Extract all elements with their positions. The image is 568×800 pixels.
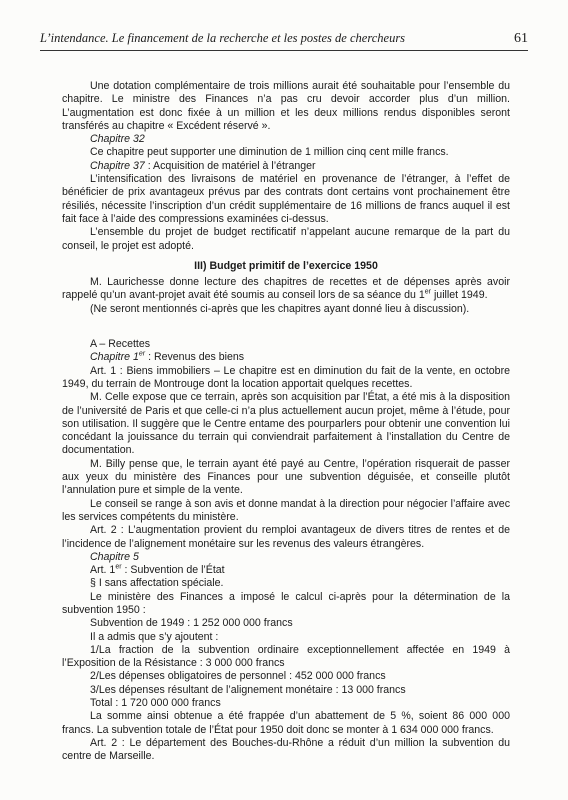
paragraph: La somme ainsi obtenue a été frappée d’un abattement de 5 %, soient 86 000 000 francs. La subvention totale de l’État pour 1950 doit donc se monter à 1 634 000 000 francs. <box>62 710 510 736</box>
text: juillet 1949. <box>431 289 488 302</box>
paragraph: M. Billy pense que, le terrain ayant été payé au Centre, l’opération risquerait de passer aux yeux du ministère des Finances pour une subvention déguisée, et conseille plutôt l’annulation pure et simple de la vente. <box>62 457 510 497</box>
paragraph <box>62 160 510 173</box>
paragraph: Une dotation complémentaire de trois millions aurait été souhaitable pour l’ensemble du chapitre. Le ministre des Finances n’a pas cru devoir accorder plus d’un million. L’augmentation est donc fixée à un million et les deux millions rendus disponibles seront transférés au chapitre « Excédent réservé ». <box>62 80 510 132</box>
paragraph: Le ministère des Finances a imposé le calcul ci-après pour la détermination de la subvention 1950 : <box>62 590 510 616</box>
paragraph: 3/Les dépenses résultant de l’alignement monétaire : 13 000 francs <box>90 683 406 696</box>
text: Chapitre 1 <box>90 351 139 364</box>
chapter-title: : Acquisition de matériel à l’étranger <box>147 159 316 172</box>
paragraph: L’ensemble du projet de budget rectificatif n’appelant aucune remarque de la part du conseil, le projet est adopté. <box>62 226 510 252</box>
superscript: er <box>424 288 431 296</box>
section-title: III) Budget primitif de l’exercice 1950 <box>194 259 378 272</box>
superscript: er <box>115 563 122 571</box>
page-number: 61 <box>514 31 528 46</box>
paragraph: M. Celle expose que ce terrain, après son acquisition par l’État, a été mis à la disposition de l’université de Paris et que celle-ci n’a plus actuellement aucun projet, même à l’étude, pour son utilisation. Il suggère que le Centre entame des pourparlers pour obtenir une convention lui concédant la jouissance du terrain qui conviendrait parfaitement à l’installation du Centre de documentation. <box>62 391 510 457</box>
section-heading: A – Recettes <box>90 338 151 351</box>
paragraph: L’intensification des livraisons de matériel en provenance de l’étranger, à l’effet de bénéficier de prix avantageux prévus par des contrats dont certains vont prochainement être résiliés, nécessite l’inscription d’un crédit supplémentaire de 16 millions de francs auquel il est fait face à l’aide des compressions examinées ci-dessus. <box>62 173 510 225</box>
paragraph: (Ne seront mentionnés ci-après que les chapitres ayant donné lieu à discussion). <box>90 302 470 315</box>
chapter-heading: Chapitre 5 <box>90 550 139 563</box>
paragraph: § I sans affectation spéciale. <box>90 577 224 590</box>
page-header <box>40 26 528 51</box>
paragraph: Le conseil se range à son avis et donne mandat à la direction pour négocier l’affaire avec les services compétents du ministère. <box>62 497 510 523</box>
chapter-heading: Chapitre 37 <box>90 159 145 172</box>
paragraph: Art. 2 : L’augmentation provient du remploi avantageux de divers titres de rentes et de l’incidence de l’alignement monétaire sur les revenus des valeurs étrangères. <box>62 524 510 550</box>
chapter-heading <box>90 351 145 363</box>
paragraph: Subvention de 1949 : 1 252 000 000 francs <box>90 617 293 630</box>
paragraph: 1/La fraction de la subvention ordinaire exceptionnellement affectée en 1949 à l’Exposition de la Résistance : 3 000 000 francs <box>62 643 510 670</box>
text: : Subvention de l’État <box>121 564 225 577</box>
paragraph: 2/Les dépenses obligatoires de personnel : 452 000 000 francs <box>90 670 386 683</box>
text: M. Laurichesse donne lecture des chapitres de recettes et de dépenses après avoir rappelé qu’un avant-projet avait été soumis au conseil lors de sa séance du 1 <box>62 276 510 302</box>
paragraph: Art. 1 : Biens immobiliers – Le chapitre est en diminution du fait de la vente, en octobre 1949, du terrain de Montrouge dont la location apportait quelques recettes. <box>62 364 510 390</box>
running-title: L’intendance. Le financement de la recherche et les postes de chercheurs <box>40 31 406 45</box>
chapter-title: : Revenus des biens <box>145 351 245 364</box>
page-body <box>62 80 510 764</box>
paragraph: Art. 2 : Le département des Bouches-du-Rhône a réduit d’un million la subvention du centre de Marseille. <box>62 736 510 763</box>
paragraph: Ce chapitre peut supporter une diminution de 1 million cinq cent mille francs. <box>90 146 449 159</box>
superscript: er <box>138 350 146 358</box>
paragraph <box>62 564 510 577</box>
paragraph: Il a admis que s’y ajoutent : <box>90 630 219 643</box>
chapter-heading: Chapitre 32 <box>90 133 145 146</box>
paragraph: Total : 1 720 000 000 francs <box>90 697 221 710</box>
paragraph <box>62 276 510 303</box>
text: Art. 1 <box>90 564 116 577</box>
chapter-heading-line <box>62 351 510 364</box>
